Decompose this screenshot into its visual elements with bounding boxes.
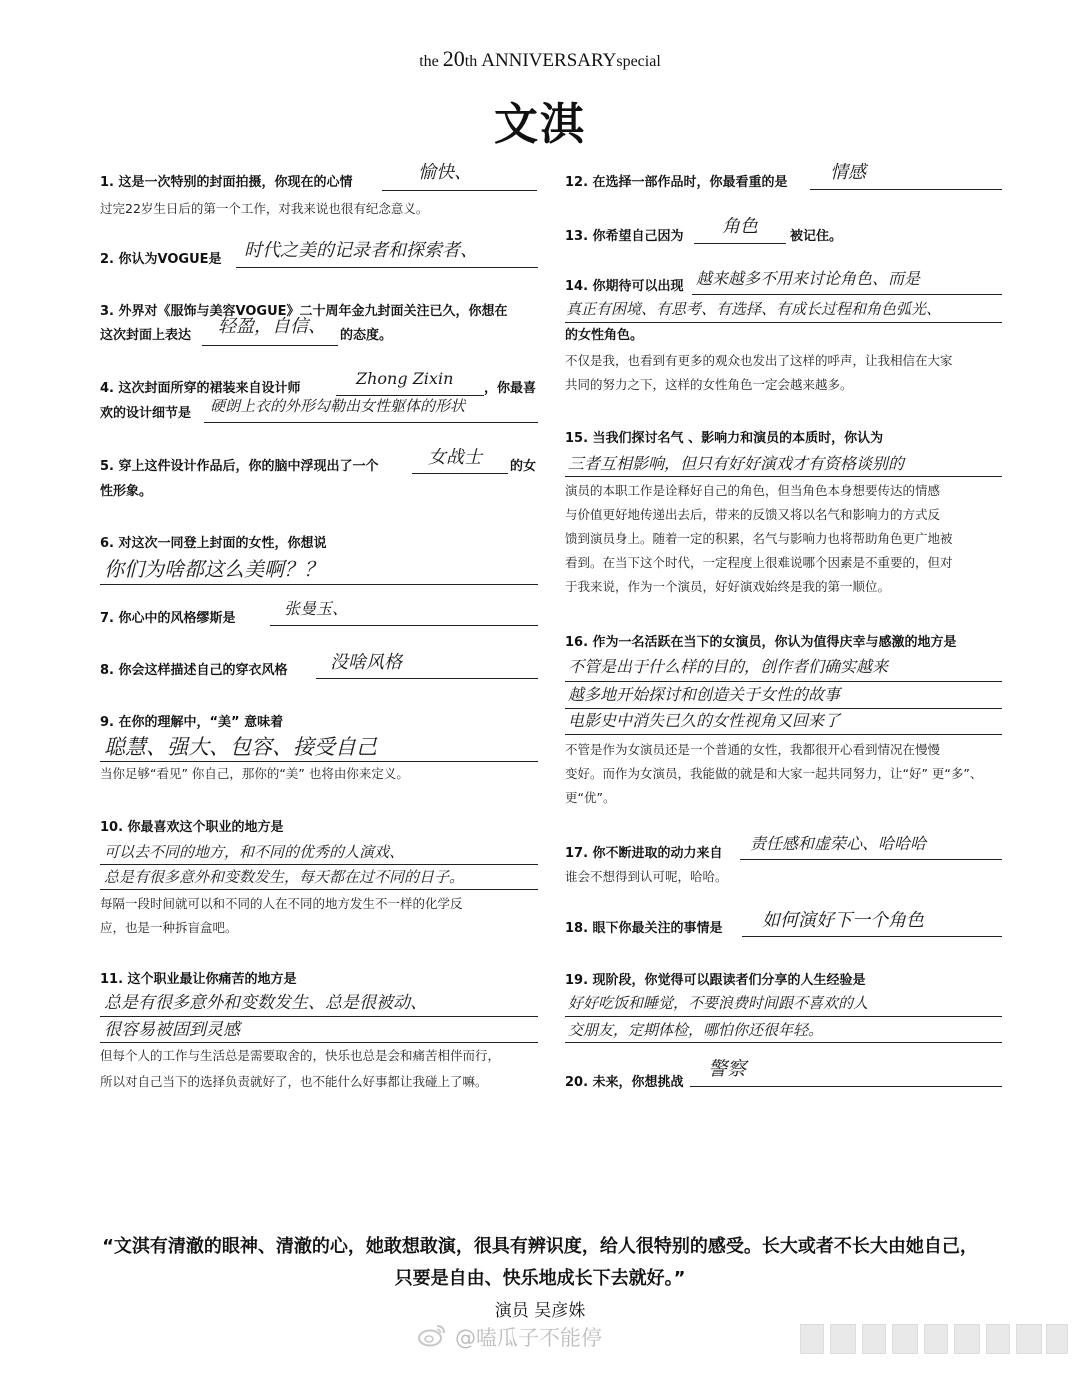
q4-label-1a: 4. 这次封面所穿的裙装来自设计师 bbox=[100, 381, 301, 396]
q11-note-1: 但每个人的工作与生活总是需要取舍的，快乐也总是会和痛苦相伴而行， bbox=[100, 1048, 501, 1063]
q14-label-2: 的女性角色。 bbox=[565, 328, 644, 343]
q8-answer-line bbox=[316, 678, 538, 679]
q9-note: 当你足够“看见” 你自己，那你的“美” 也将由你来定义。 bbox=[100, 766, 409, 781]
q19-answer-1: 好好吃饭和睡觉，不要浪费时间跟不喜欢的人 bbox=[568, 994, 869, 1012]
q9-label: 9. 在你的理解中，“美” 意味着 bbox=[100, 715, 284, 730]
q5-answer-line bbox=[412, 473, 508, 474]
q12-answer-line bbox=[810, 189, 1002, 190]
watermark-text: @嗑瓜子不能停 bbox=[455, 1326, 602, 1350]
q18-answer: 如何演好下一个角色 bbox=[762, 910, 924, 931]
watermark-block bbox=[800, 1324, 824, 1354]
q7-answer-line bbox=[270, 625, 538, 626]
q4-label-2: 欢的设计细节是 bbox=[100, 406, 192, 421]
q15-note-5: 于我来说，作为一个演员，好好演戏始终是我的第一顺位。 bbox=[565, 579, 891, 594]
q3-label-2a: 这次封面上表达 bbox=[100, 328, 192, 343]
q20-label: 20. 未来，你想挑战 bbox=[565, 1075, 684, 1090]
q16-note-1: 不管是作为女演员还是一个普通的女性，我都很开心看到情况在慢慢 bbox=[565, 742, 941, 757]
q14-answer-2: 真正有困境、有思考、有选择、有成长过程和角色弧光、 bbox=[566, 300, 942, 318]
q18-label: 18. 眼下你最关注的事情是 bbox=[565, 921, 723, 936]
watermark-block bbox=[924, 1324, 948, 1354]
q14-note-1: 不仅是我，也看到有更多的观众也发出了这样的呼声，让我相信在大家 bbox=[565, 353, 953, 368]
header-20: 20 bbox=[442, 46, 465, 71]
q3-answer-line bbox=[202, 345, 338, 346]
q12-label: 12. 在选择一部作品时，你最看重的是 bbox=[565, 175, 788, 190]
q16-note-3: 更“优”。 bbox=[565, 790, 616, 805]
q12-answer: 情感 bbox=[830, 162, 866, 183]
quote-line-2: 只要是自由、快乐地成长下去就好。” bbox=[394, 1268, 686, 1289]
q5-label-2: 性形象。 bbox=[100, 484, 153, 499]
q11-answer-2-line bbox=[100, 1042, 538, 1043]
q15-answer-line bbox=[565, 476, 1002, 477]
q6-answer-line bbox=[100, 584, 538, 585]
q3-label-2b: 的态度。 bbox=[340, 328, 393, 343]
q2-answer: 时代之美的记录者和探索者、 bbox=[244, 240, 478, 261]
q19-answer-2: 交朋友，定期体检，哪怕你还很年轻。 bbox=[568, 1021, 824, 1039]
q14-label: 14. 你期待可以出现 bbox=[565, 279, 684, 294]
q19-answer-2-line bbox=[565, 1042, 1002, 1043]
q10-note-2: 应，也是一种拆盲盒吧。 bbox=[100, 920, 238, 935]
q8-label: 8. 你会这样描述自己的穿衣风格 bbox=[100, 663, 288, 678]
q13-answer-line bbox=[694, 243, 786, 244]
header-th: th bbox=[464, 53, 482, 70]
q2-label: 2. 你认为VOGUE是 bbox=[100, 252, 222, 267]
watermark-block bbox=[954, 1324, 980, 1354]
q4-answer-2-line bbox=[204, 422, 538, 423]
q1-note: 过完22岁生日后的第一个工作，对我来说也很有纪念意义。 bbox=[100, 201, 429, 216]
watermark-block bbox=[986, 1324, 1010, 1354]
q10-label: 10. 你最喜欢这个职业的地方是 bbox=[100, 820, 284, 835]
q13-label-a: 13. 你希望自己因为 bbox=[565, 229, 684, 244]
q7-answer: 张曼玉、 bbox=[284, 599, 349, 618]
q10-note-1: 每隔一段时间就可以和不同的人在不同的地方发生不一样的化学反 bbox=[100, 896, 463, 911]
q5-label-1b: 的女 bbox=[510, 459, 537, 474]
q2-answer-line bbox=[236, 267, 538, 268]
q1-answer: 愉快、 bbox=[418, 162, 472, 183]
q1-answer-line bbox=[382, 190, 537, 191]
anniversary-header bbox=[0, 46, 1080, 72]
q1-label: 1. 这是一次特别的封面拍摄，你现在的心情 bbox=[100, 175, 353, 190]
q16-answer-1: 不管是出于什么样的目的，创作者们确实越来 bbox=[568, 657, 889, 676]
q16-answer-3: 电影史中消失已久的女性视角又回来了 bbox=[568, 711, 841, 730]
q6-label: 6. 对这次一同登上封面的女性，你想说 bbox=[100, 536, 327, 551]
q8-answer: 没啥风格 bbox=[330, 652, 402, 673]
q3-label-1: 3. 外界对《服饰与美容VOGUE》二十周年金九封面关注已久，你想在 bbox=[100, 304, 508, 319]
watermark-block bbox=[1016, 1324, 1042, 1354]
q14-answer-2-line bbox=[565, 322, 1002, 323]
q20-answer: 警察 bbox=[708, 1058, 747, 1080]
watermark-block bbox=[1046, 1324, 1068, 1354]
q16-note-2: 变好。而作为女演员，我能做的就是和大家一起共同努力，让“好” 更“多”、 bbox=[565, 766, 983, 781]
q14-note-2: 共同的努力之下，这样的女性角色一定会越来越多。 bbox=[565, 377, 853, 392]
quote-line-1: “文淇有清澈的眼神、清澈的心，她敢想敢演，很具有辨识度，给人很特别的感受。长大或者不长大由她自己， bbox=[102, 1236, 978, 1257]
q15-label: 15. 当我们探讨名气 、影响力和演员的本质时，你认为 bbox=[565, 431, 884, 446]
q15-note-1: 演员的本职工作是诠释好自己的角色，但当角色本身想要传达的情感 bbox=[565, 483, 941, 498]
q15-note-3: 馈到演员身上。随着一定的积累，名气与影响力也将帮助角色更广地被 bbox=[565, 531, 953, 546]
q16-label: 16. 作为一名活跃在当下的女演员，你认为值得庆幸与感激的地方是 bbox=[565, 635, 957, 650]
q18-answer-line bbox=[742, 936, 1002, 937]
q10-answer-2: 总是有很多意外和变数发生，每天都在过不同的日子。 bbox=[104, 868, 465, 886]
q19-label: 19. 现阶段，你觉得可以跟读者们分享的人生经验是 bbox=[565, 973, 866, 988]
q14-answer-1-line bbox=[692, 294, 1002, 295]
header-the: the bbox=[419, 53, 443, 70]
q11-label: 11. 这个职业最让你痛苦的地方是 bbox=[100, 972, 297, 987]
weibo-logo-icon bbox=[418, 1323, 446, 1347]
q6-answer: 你们为啥都这么美啊？？ bbox=[104, 557, 324, 581]
q15-note-4: 看到。在当下这个时代，一定程度上很难说哪个因素是不重要的，但对 bbox=[565, 555, 953, 570]
q15-note-2: 与价值更好地传递出去后，带来的反馈又将以名气和影响力的方式反 bbox=[565, 507, 941, 522]
watermark-blocks bbox=[800, 1324, 1070, 1352]
q3-answer: 轻盈，自信、 bbox=[218, 316, 326, 337]
q4-answer-2: 硬朗上衣的外形勾勒出女性躯体的形状 bbox=[210, 397, 466, 415]
q9-answer: 聪慧、强大、包容、接受自己 bbox=[104, 735, 377, 759]
q10-answer-1: 可以去不同的地方，和不同的优秀的人演戏、 bbox=[104, 843, 405, 861]
q4-label-1b: ，你最喜 bbox=[484, 381, 537, 396]
q16-answer-3-line bbox=[565, 734, 1002, 735]
q17-note: 谁会不想得到认可呢，哈哈。 bbox=[565, 869, 728, 884]
watermark-block bbox=[862, 1324, 886, 1354]
q16-answer-2: 越多地开始探讨和创造关于女性的故事 bbox=[568, 685, 841, 704]
q17-answer-line bbox=[740, 859, 1002, 860]
quote-source: 演员 吴彦姝 bbox=[494, 1301, 586, 1321]
header-anniversary: ANNIVERSARY bbox=[481, 50, 617, 71]
q15-answer: 三者互相影响，但只有好好演戏才有资格谈别的 bbox=[568, 454, 905, 473]
q7-label: 7. 你心中的风格缪斯是 bbox=[100, 611, 236, 626]
q10-answer-2-line bbox=[100, 889, 538, 890]
q4-answer-1: Zhong Zixin bbox=[356, 369, 454, 388]
watermark-block bbox=[830, 1324, 856, 1354]
q5-label-1a: 5. 穿上这件设计作品后，你的脑中浮现出了一个 bbox=[100, 459, 379, 474]
q13-label-b: 被记住。 bbox=[790, 229, 843, 244]
q17-label: 17. 你不断进取的动力来自 bbox=[565, 846, 723, 861]
q11-note-2: 所以对自己当下的选择负责就好了，也不能什么好事都让我碰上了嘛。 bbox=[100, 1074, 488, 1089]
q14-answer-1: 越来越多不用来讨论角色、而是 bbox=[696, 269, 921, 288]
q20-answer-line bbox=[690, 1086, 1002, 1087]
q13-answer: 角色 bbox=[722, 216, 758, 237]
q11-answer-2: 很容易被固到灵感 bbox=[104, 1020, 240, 1040]
watermark-block bbox=[892, 1324, 918, 1354]
page-title: 文淇 bbox=[494, 99, 586, 150]
q5-answer: 女战士 bbox=[428, 447, 482, 468]
q17-answer: 责任感和虚荣心、哈哈哈 bbox=[750, 834, 927, 853]
q9-answer-line bbox=[100, 761, 538, 762]
header-special: special bbox=[616, 53, 661, 70]
q11-answer-1: 总是有很多意外和变数发生、总是很被动、 bbox=[104, 993, 427, 1013]
